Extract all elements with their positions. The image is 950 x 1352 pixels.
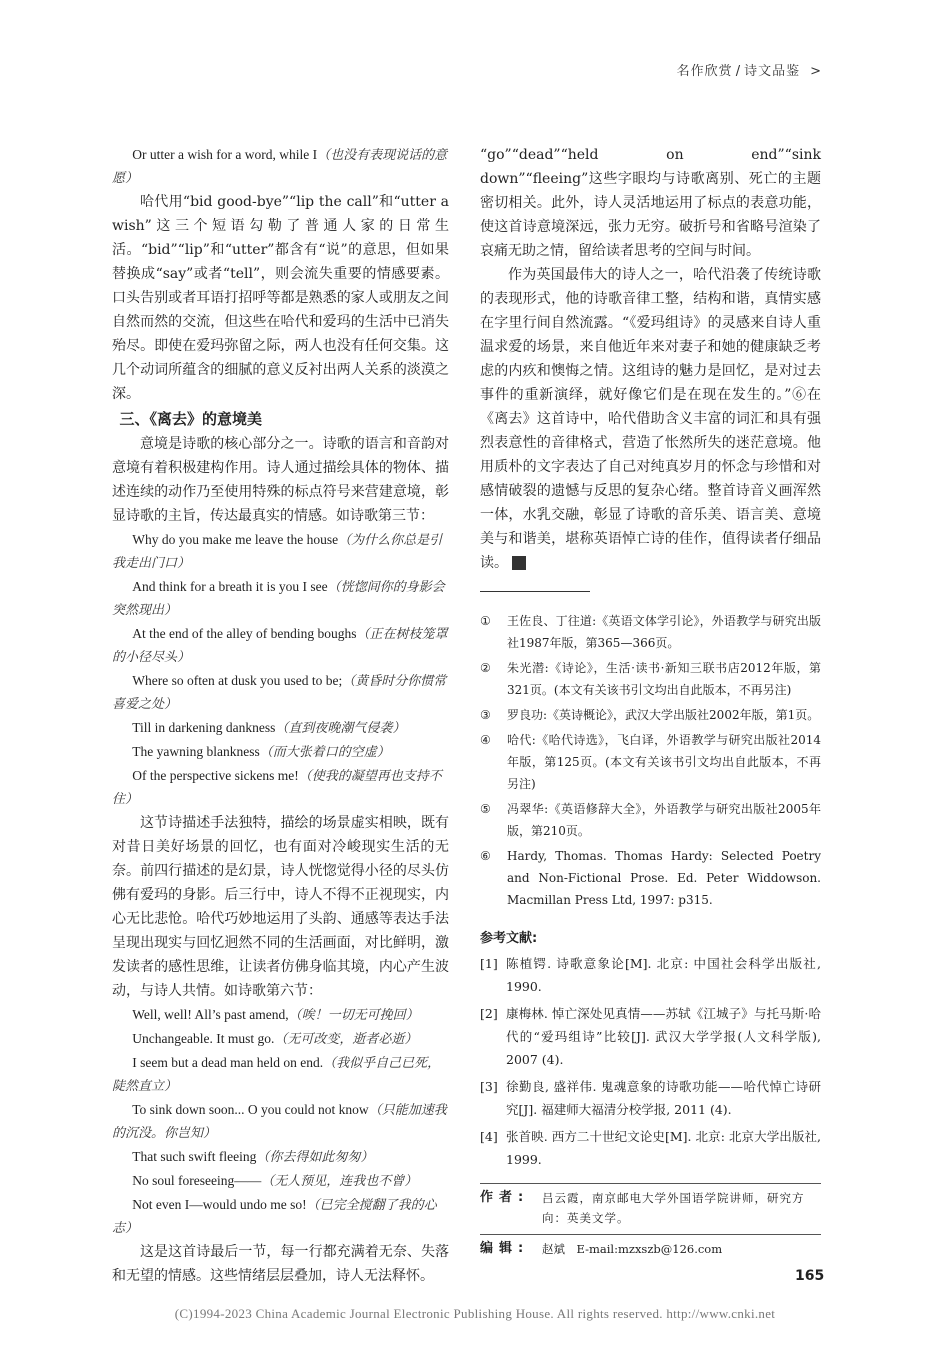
right-column bbox=[480, 143, 821, 1259]
author-info bbox=[480, 1183, 821, 1228]
footnote: ⑤ 冯翠华:《英语修辞大全》，外语教学与研究出版社2005年版，第210页。 bbox=[480, 802, 821, 838]
body-paragraph: “go”“dead”“held on end”“sink down”“fleeing”这些字眼均与诗歌离别、死亡的主题密切相关。此外，诗人灵活地运用了标点的表意功能，使这首诗意境深远，张力无穷。破折号和省略号渲染了哀痛无助之情，留给读者思考的空间与时间。 bbox=[480, 147, 821, 259]
stanza-3 bbox=[112, 528, 449, 811]
poem-line: Well, well! All’s past amend,（唉！一切无可挽回） bbox=[132, 1007, 419, 1023]
poem-line: Till in darkening dankness（直到夜晚潮气侵袭） bbox=[132, 720, 406, 736]
footnote: ① 王佐良、丁往道:《英语文体学引论》，外语教学与研究出版社1987年版，第365—366页。 bbox=[480, 614, 821, 650]
header-subsection: 诗文品鉴 bbox=[744, 64, 801, 79]
copyright-footer: (C)1994-2023 China Academic Journal Electronic Publishing House. All rights reserved. http://www.cnki.net bbox=[174, 1306, 776, 1321]
editor-text: 赵斌 E-mail:mzxszb@126.com bbox=[542, 1242, 723, 1256]
footnote-divider bbox=[480, 591, 590, 592]
body-paragraph: 这节诗描述手法独特，描绘的场景虚实相映，既有对昔日美好场景的回忆，也有面对冷峻现实生活的无奈。前四行描述的是幻景，诗人恍惚觉得小径的尽头仿佛有爱玛的身影。后三行中，诗人不得不正视现实，内心无比悲怆。哈代巧妙地运用了头韵、通感等表达手法呈现出现实与回忆迥然不同的生活画面，对比鲜明，激发读者的感性思维，让读者仿佛身临其境，内心产生波动，与诗人共情。如诗歌第六节： bbox=[112, 815, 449, 999]
body-paragraph: 作为英国最伟大的诗人之一，哈代沿袭了传统诗歌的表现形式，他的诗歌音律工整，结构和谐，真情实感在字里行间自然流露。“《爱玛组诗》的灵感来自诗人重温求爱的场景，来自他近年来对妻子和她的健康缺乏考虑的内疚和懊悔之情。这组诗的魅力是回忆，是对过去事件的重新演绎，就好像它们是在现在发生的。”⑥在《离去》这首诗中，哈代借助含义丰富的词汇和具有强烈表意性的音律格式，营造了怅然所失的迷茫意境。他用质朴的文字表达了自己对纯真岁月的怀念与珍惜和对感情破裂的遗憾与反思的复杂心绪。整首诗音义画浑然一体，水乳交融，彰显了诗歌的音乐美、语言美、意境美与和谐美，堪称英语悼亡诗的佳作，值得读者仔细品读。 Z bbox=[480, 267, 821, 571]
running-header: 名作欣赏 / 诗文品鉴 > bbox=[676, 64, 822, 79]
poem-line: And think for a breath it is you I see（恍惚间你的身影会突然现出） bbox=[112, 579, 445, 618]
editor-label: 编辑: bbox=[480, 1241, 530, 1256]
references bbox=[480, 952, 821, 1171]
poem-line: Where so often at dusk you used to be;（黄昏时分你惯常喜爱之处） bbox=[112, 673, 447, 712]
end-mark-icon: Z bbox=[512, 556, 526, 570]
poem-line: At the end of the alley of bending boughs（正在树枝笼罩的小径尽头） bbox=[112, 626, 448, 665]
poem-line: No soul foreseeing——（无人预见，连我也不曾） bbox=[132, 1173, 418, 1189]
footnote: ② 朱光潜:《诗论》，生活·读书·新知三联书店2012年版，第321页。(本文有关该书引文均出自此版本，不再另注) bbox=[480, 661, 821, 697]
poem-line: Not even I—would undo me so!（已完全搅翻了我的心志） bbox=[112, 1197, 437, 1236]
page-number: 165 bbox=[795, 1268, 825, 1284]
poem-line: The yawning blankness（而大张着口的空虚） bbox=[132, 744, 390, 760]
poem-line: Of the perspective sickens me!（使我的凝望再也支持不住） bbox=[112, 768, 442, 807]
left-column bbox=[112, 143, 449, 1288]
poem-line: That such swift fleeing（你去得如此匆匆） bbox=[132, 1149, 374, 1165]
poem-line: To sink down soon... O you could not know（只能加速我的沉没。你岂知） bbox=[112, 1102, 447, 1141]
poem-line: Why do you make me leave the house（为什么你总是引我走出门口） bbox=[112, 532, 443, 571]
body-paragraph: 意境是诗歌的核心部分之一。诗歌的语言和音韵对意境有着积极建构作用。诗人通过描绘具体的物体、描述连续的动作乃至使用特殊的标点符号来营建意境，彰显诗歌的主旨，传达最真实的情感。如诗歌第三节： bbox=[112, 436, 449, 524]
stanza-6 bbox=[112, 1003, 449, 1240]
author-label: 作者: bbox=[480, 1190, 530, 1205]
body-paragraph: 哈代用“bid good-bye”“lip the call”和“utter a wish”这三个短语勾勒了普通人家的日常生活。“bid”“lip”和“utter”都含有“说”的意思，但如果替换成“say”或者“tell”，则会流失重要的情感要素。口头告别或者耳语打招呼等都是熟悉的家人或朋友之间自然而然的交流，但这些在哈代和爱玛的生活中已消失殆尽。即使在爱玛弥留之际，两人也没有任何交集。这几个动词所蕴含的细腻的意义反衬出两人关系的淡漠之深。 bbox=[112, 194, 449, 402]
author-text: 吕云霞，南京邮电大学外国语学院讲师，研究方向：英美文学。 bbox=[542, 1191, 805, 1225]
footnotes bbox=[480, 610, 821, 911]
reference-item: [2] 康梅林. 悼亡深处见真情——苏轼《江城子》与托马斯·哈代的“爱玛组诗”比较[J]. 武汉大学学报(人文科学版), 2007 (4). bbox=[480, 1006, 821, 1067]
poem-line: Or utter a wish for a word, while I（也没有表现说话的意愿） bbox=[112, 147, 448, 186]
poem-line: Unchangeable. It must go.（无可改变，逝者必逝） bbox=[132, 1031, 418, 1047]
reference-item: [4] 张首映. 西方二十世纪文论史[M]. 北京: 北京大学出版社, 1999. bbox=[480, 1129, 821, 1167]
header-section: 名作欣赏 bbox=[676, 64, 733, 79]
footnote: ④ 哈代:《哈代诗选》，飞白译，外语教学与研究出版社2014年版，第125页。(本文有关该书引文均出自此版本，不再另注) bbox=[480, 733, 821, 791]
chevron-right-icon: > bbox=[810, 64, 822, 79]
footnote: ③ 罗良功:《英诗概论》，武汉大学出版社2002年版，第1页。 bbox=[480, 708, 820, 722]
footnote: ⑥ Hardy, Thomas. Thomas Hardy: Selected Poetry and Non-Fictional Prose. Ed. Peter Widdowson. Macmillan Press Ltd, 1997: p315. bbox=[480, 849, 821, 907]
poem-line: I seem but a dead man held on end.（我似乎自己已死，陡然直立） bbox=[112, 1055, 441, 1094]
editor-info bbox=[480, 1234, 821, 1259]
section-heading: 三、《离去》的意境美 bbox=[119, 410, 263, 428]
references-title: 参考文献: bbox=[480, 931, 538, 946]
body-paragraph: 这是这首诗最后一节，每一行都充满着无奈、失落和无望的情感。这些情绪层层叠加，诗人无法释怀。 bbox=[112, 1244, 449, 1284]
reference-item: [1] 陈植锷. 诗歌意象论[M]. 北京: 中国社会科学出版社, 1990. bbox=[480, 956, 821, 994]
reference-item: [3] 徐勤良, 盛祥伟. 鬼魂意象的诗歌功能——哈代悼亡诗研究[J]. 福建师大福清分校学报, 2011 (4). bbox=[480, 1079, 821, 1117]
